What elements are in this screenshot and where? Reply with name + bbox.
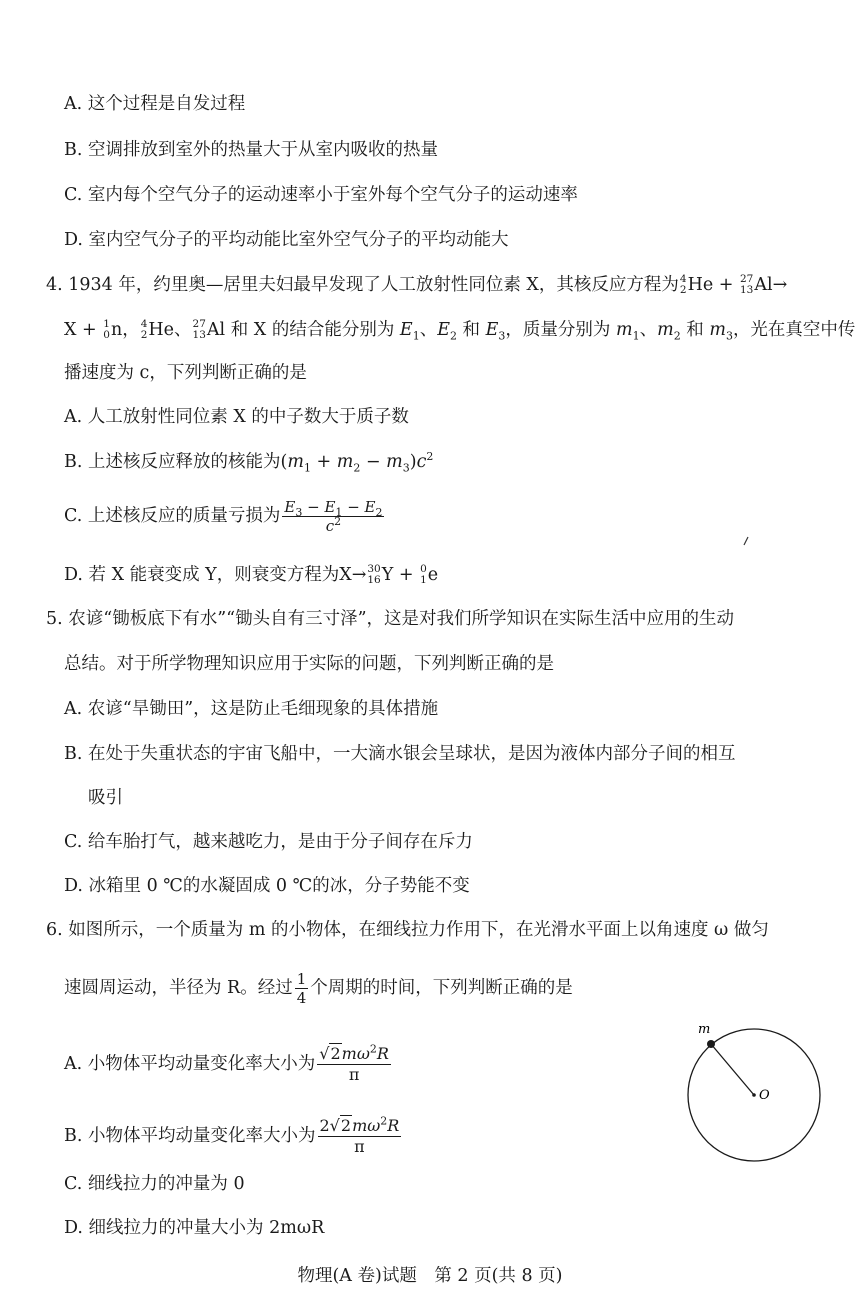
q5-option-b-line1: B. 在处于失重状态的宇宙飞船中，一大滴水银会呈球状，是因为液体内部分子间的相互: [64, 744, 736, 764]
q6-stem-text-a: 速圆周运动，半径为 R。经过: [64, 978, 293, 998]
quarter-fraction: $\frac{1}{4}$: [296, 970, 307, 1007]
he4-isotope: 4 2 He: [679, 272, 714, 296]
mass-defect-fraction: $\frac{E_3 - E_1 - E_2}{c^2}$: [284, 498, 383, 535]
q6-option-b: [64, 1116, 403, 1157]
q4-stem-mass: ，质量分别为: [505, 320, 611, 340]
q4-stem-tail: ，光在真空中传: [732, 320, 856, 340]
q6-a-fraction: $\frac{√2m\omega^2R}{\pi}$: [319, 1042, 389, 1084]
string-line: [711, 1044, 754, 1095]
q4-option-c-text: C. 上述核反应的质量亏损为: [64, 506, 281, 526]
q4-stem-mid: 和 X 的结合能分别为: [230, 320, 395, 340]
neutron-symbol: 1 0 n: [103, 317, 123, 341]
al27-isotope: 27 13 Al: [740, 272, 773, 296]
center-point: [752, 1093, 756, 1097]
q4-option-d-text: D. 若 X 能衰变成 Y，则衰变方程为: [64, 565, 340, 585]
q5-stem-line1: 5. 农谚“锄板底下有水”“锄头自有三寸泽”，这是对我们所学知识在实际生活中应用的生动: [46, 609, 735, 629]
q3-option-d: D. 室内空气分子的平均动能比室外空气分子的平均动能大: [64, 230, 509, 250]
q4-stem-text1: 4. 1934 年，约里奥—居里夫妇最早发现了人工放射性同位素 X，其核反应方程为: [46, 275, 679, 295]
q5-option-a: A. 农谚“旱锄田”，这是防止毛细现象的具体措施: [64, 699, 439, 719]
q6-b-fraction: $\frac{2√2m\omega^2R}{\pi}$: [319, 1114, 400, 1156]
q6-option-b-text: B. 小物体平均动量变化率大小为: [64, 1126, 316, 1146]
page-footer: 物理(A 卷)试题 第 2 页(共 8 页): [297, 1266, 563, 1286]
q4-option-a: A. 人工放射性同位素 X 的中子数大于质子数: [64, 407, 409, 427]
q5-option-c: C. 给车胎打气，越来越吃力，是由于分子间存在斥力: [64, 832, 473, 852]
q5-stem-line2: 总结。对于所学物理知识应用于实际的问题，下列判断正确的是: [64, 654, 554, 674]
q6-stem-text-b: 个周期的时间，下列判断正确的是: [310, 978, 573, 998]
q6-stem-line1: 6. 如图所示，一个质量为 m 的小物体，在细线拉力作用下，在光滑水平面上以角速度 ω 做匀: [46, 920, 769, 940]
q4-option-c: [64, 498, 386, 535]
q6-stem-line2: [64, 970, 573, 1007]
q3-option-a: A. 这个过程是自发过程: [64, 94, 246, 114]
q4-option-d: D. 若 X 能衰变成 Y，则衰变方程为X→ 30 16 Y + 0 1 e: [64, 562, 439, 586]
q6-option-a: [64, 1044, 393, 1085]
q6-option-a-text: A. 小物体平均动量变化率大小为: [64, 1054, 316, 1074]
mass-label: m: [698, 1022, 711, 1037]
q5-option-d: D. 冰箱里 0 ℃的水凝固成 0 ℃的冰，分子势能不变: [64, 876, 470, 896]
scan-mark: [742, 535, 750, 547]
q6-option-d: D. 细线拉力的冲量大小为 2mωR: [64, 1218, 325, 1238]
mass-dot: [707, 1040, 715, 1048]
q4-option-b: B. 上述核反应释放的核能为$(m_1 + m_2 - m_3)c^2$: [64, 450, 434, 475]
q4-stem-line2: X + 1 0 n， 4 2 He、 27 13 Al 和 X 的结合能分别为 $E_1$、$E_2$ 和 $E_3$，质量分别为 $m_1$、$m_2$ 和 $m_3$，光在真空中传: [64, 317, 856, 343]
q6-option-c: C. 细线拉力的冲量为 0: [64, 1174, 245, 1194]
q5-option-b-line2: 吸引: [88, 788, 123, 808]
q3-option-b: B. 空调排放到室外的热量大于从室内吸收的热量: [64, 140, 438, 160]
q4-option-b-text: B. 上述核反应释放的核能为: [64, 452, 281, 472]
q4-stem-line3: 播速度为 c，下列判断正确的是: [64, 363, 307, 383]
center-label: O: [759, 1088, 770, 1103]
q3-option-c: C. 室内每个空气分子的运动速率小于室外每个空气分子的运动速率: [64, 185, 578, 205]
q4-stem-line1: 4. 1934 年，约里奥—居里夫妇最早发现了人工放射性同位素 X，其核反应方程为 4 2 He + 27 13 Al→: [46, 272, 788, 296]
circular-motion-diagram: [680, 1018, 830, 1168]
